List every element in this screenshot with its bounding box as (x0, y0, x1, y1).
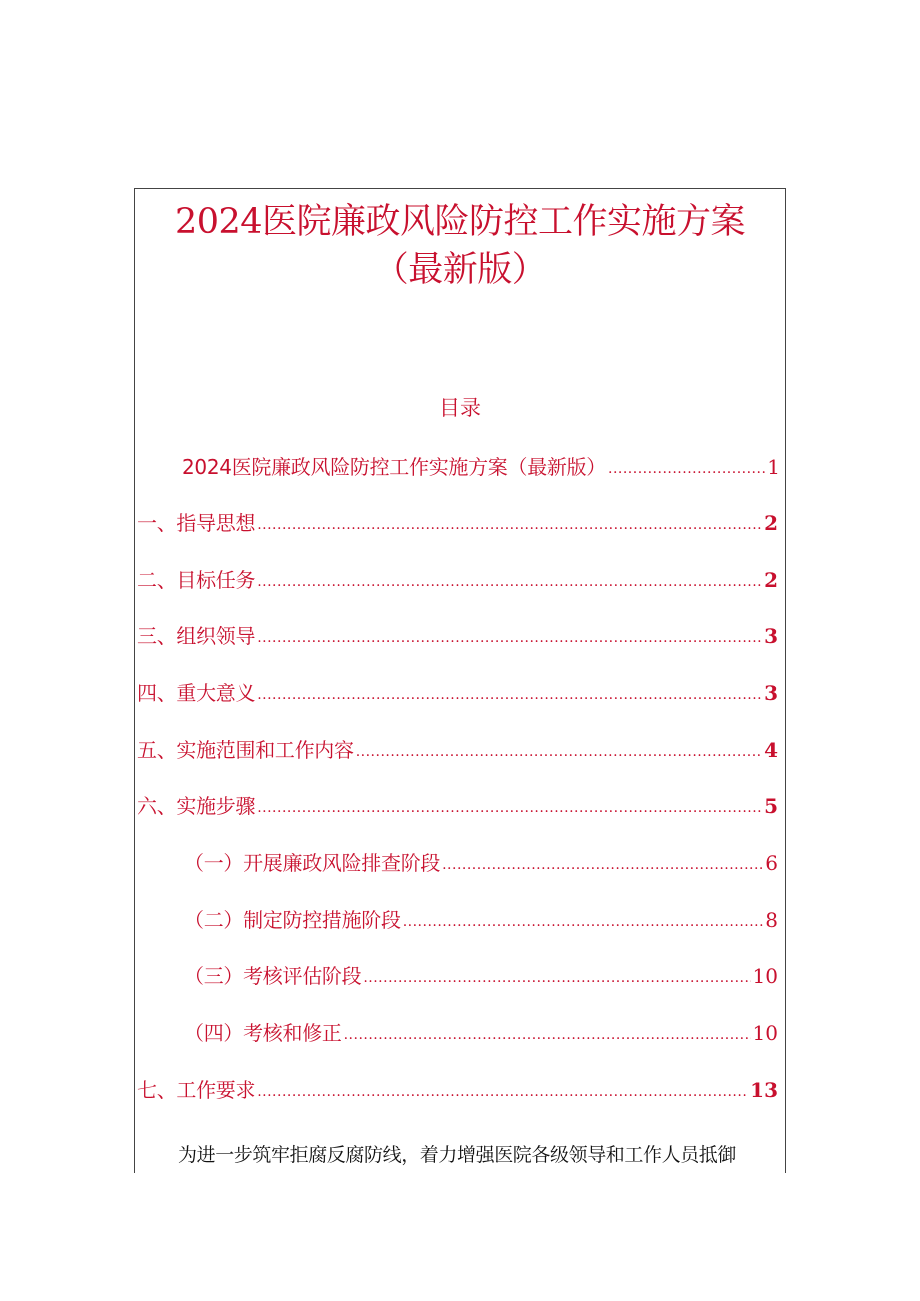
toc-entry[interactable] (137, 620, 778, 650)
toc-entry-label: 一、指导思想 (137, 511, 256, 535)
toc-entry-page: 8 (765, 908, 778, 932)
toc-leader-dots (257, 630, 762, 646)
toc-leader-dots (363, 970, 750, 986)
toc-entry-label: 五、实施范围和工作内容 (137, 738, 354, 762)
toc-entry[interactable] (137, 734, 778, 764)
toc-entry-page: 2 (764, 511, 778, 535)
body-paragraph: 为进一步筑牢拒腐反腐防线，着力增强医院各级领导和工作人员抵御 (178, 1144, 737, 1166)
toc-entry-page: 3 (764, 624, 778, 648)
toc-leader-dots (257, 574, 762, 590)
toc-entry[interactable] (137, 564, 778, 594)
toc-entry[interactable] (182, 451, 780, 481)
toc-entry-page: 2 (764, 568, 778, 592)
toc-entry[interactable] (184, 1017, 778, 1047)
toc-entry-label: （三）考核评估阶段 (184, 964, 362, 988)
toc-leader-dots (257, 517, 762, 533)
toc-leader-dots (403, 914, 764, 930)
toc-entry-page: 10 (752, 964, 778, 988)
toc-entry[interactable] (137, 677, 778, 707)
toc-entry-label: 二、目标任务 (137, 568, 256, 592)
toc-leader-dots (257, 800, 762, 816)
toc-leader-dots (257, 1084, 748, 1100)
toc-entry-label: （二）制定防控措施阶段 (184, 908, 401, 932)
toc-leader-dots (442, 857, 763, 873)
toc-entry-label: 三、组织领导 (137, 624, 256, 648)
toc-entry-label: 2024医院廉政风险防控工作实施方案（最新版） (182, 455, 606, 479)
toc-leader-dots (608, 461, 765, 477)
toc-entry-page: 4 (764, 738, 778, 762)
toc-entry[interactable] (137, 790, 778, 820)
toc-entry[interactable] (184, 960, 778, 990)
toc-entry-page: 5 (764, 794, 778, 818)
toc-entry[interactable] (184, 847, 778, 877)
toc-leader-dots (257, 687, 762, 703)
toc-entry-page: 13 (750, 1078, 778, 1102)
toc-entry-label: 七、工作要求 (137, 1078, 256, 1102)
document-title: 2024医院廉政风险防控工作实施方案 (174, 202, 746, 242)
toc-leader-dots (344, 1027, 751, 1043)
toc-entry[interactable] (137, 1074, 778, 1104)
toc-entry[interactable] (137, 507, 778, 537)
toc-entry-label: （一）开展廉政风险排查阶段 (184, 851, 441, 875)
toc-entry-label: （四）考核和修正 (184, 1021, 342, 1045)
toc-entry[interactable] (184, 904, 778, 934)
toc-leader-dots (356, 744, 762, 760)
toc-entry-page: 6 (765, 851, 778, 875)
document-title-edition: （最新版） (373, 250, 547, 290)
toc-entry-page: 10 (752, 1021, 778, 1045)
toc-heading: 目录 (439, 396, 481, 420)
toc-entry-page: 3 (764, 681, 778, 705)
toc-entry-label: 四、重大意义 (137, 681, 256, 705)
toc-entry-page: 1 (767, 455, 780, 479)
toc-entry-label: 六、实施步骤 (137, 794, 256, 818)
